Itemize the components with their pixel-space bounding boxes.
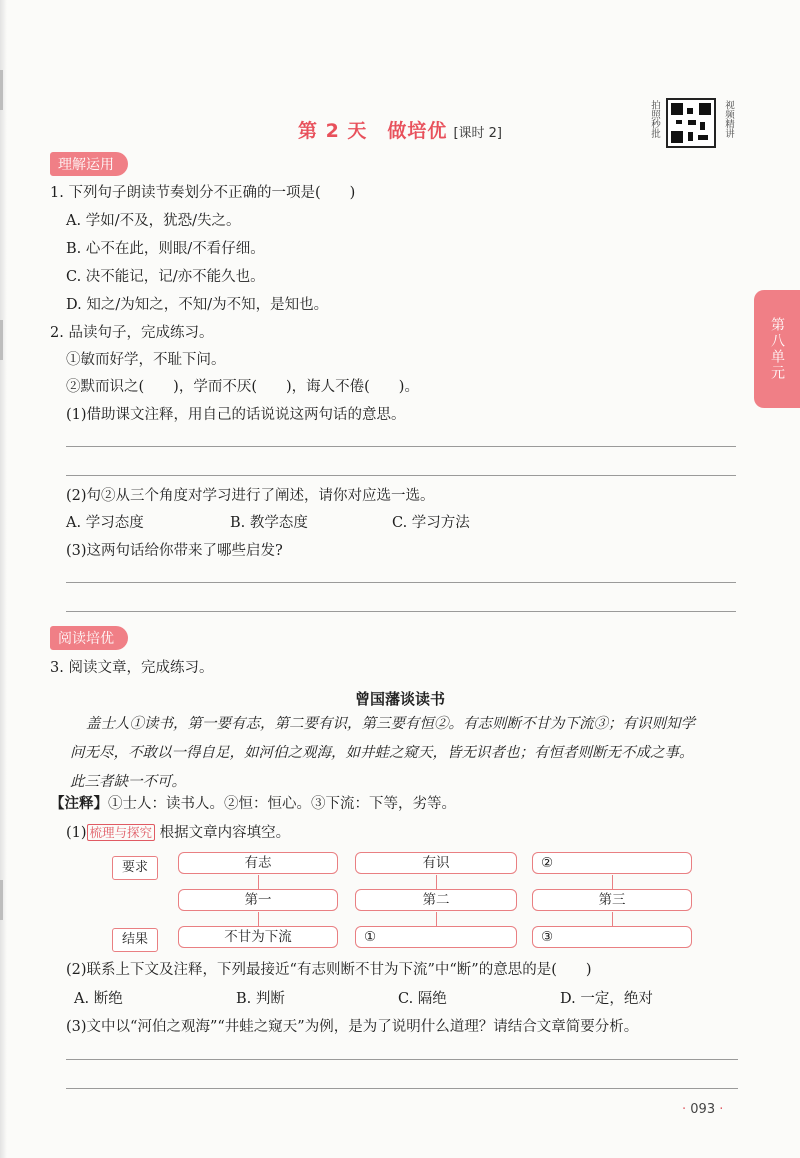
- q2-sub2-option-a[interactable]: A. 学习态度: [66, 515, 144, 531]
- diagram-label-result: 结果: [112, 928, 158, 952]
- diagram-connector: [436, 875, 437, 889]
- essay-line: 问无尽，不敢以一得自足，如河伯之观海，如井蛙之窥天，皆无识者也；有恒者则断无不成之事。: [70, 745, 694, 761]
- essay-title: 曾国藩谈读书: [354, 690, 445, 708]
- q1-option-b[interactable]: B. 心不在此，则眼/不看仔细。: [66, 241, 265, 257]
- page-number: · 093 ·: [682, 1102, 724, 1117]
- essay-line: 此三者缺一不可。: [70, 774, 186, 790]
- skill-tag: 梳理与探究: [87, 824, 156, 841]
- q2-sub2-option-c[interactable]: C. 学习方法: [392, 515, 470, 531]
- diagram-connector: [612, 912, 613, 926]
- q1-option-c[interactable]: C. 决不能记，记/亦不能久也。: [66, 269, 265, 285]
- section-label-reading: 阅读培优: [50, 626, 128, 650]
- diagram-connector: [612, 875, 613, 889]
- binding-mark: [0, 880, 3, 920]
- q1-option-a[interactable]: A. 学如/不及，犹恐/失之。: [66, 213, 241, 229]
- diagram-connector: [258, 912, 259, 926]
- q3-sub2-option-c[interactable]: C. 隔绝: [398, 991, 447, 1007]
- q3-sub2: (2)联系上下文及注释，下列最接近“有志则断不甘为下流”中“断”的意思的是( ): [66, 962, 592, 978]
- q2-sentence-2: ②默而识之( )，学而不厌( )，诲人不倦( )。: [66, 379, 419, 395]
- q3-sub2-option-b[interactable]: B. 判断: [236, 991, 285, 1007]
- note-text: ①士人：读书人。②恒：恒心。③下流：下等，劣等。: [108, 796, 456, 812]
- page-binding-edge: [0, 0, 7, 1158]
- note-label: 【注释】: [50, 795, 108, 812]
- q3-sub1-text: 根据文章内容填空。: [159, 825, 291, 841]
- q3-stem: 3. 阅读文章，完成练习。: [50, 660, 214, 676]
- diagram-bottom-cell: 不甘为下流: [178, 926, 338, 948]
- binding-mark: [0, 320, 3, 360]
- answer-line[interactable]: [66, 611, 736, 612]
- q2-sub2: (2)句②从三个角度对学习进行了阐述，请你对应选一选。: [66, 488, 435, 504]
- q2-sub3: (3)这两句话给你带来了哪些启发?: [66, 543, 283, 559]
- qr-right-label: 视频精讲: [723, 100, 734, 138]
- diagram-middle-cell: 第三: [532, 889, 692, 911]
- essay-line: 盖士人①读书，第一要有志，第二要有识，第三要有恒②。有志则断不甘为下流③；有识则知学: [86, 716, 695, 732]
- qr-left-label: 拍照秒批: [649, 100, 660, 138]
- diagram-answer-blank-1[interactable]: ①: [355, 926, 517, 948]
- diagram-connector: [258, 875, 259, 889]
- q3-sub3: (3)文中以“河伯之观海”“井蛙之窥天”为例，是为了说明什么道理？请结合文章简要分析。: [66, 1019, 639, 1035]
- q2-sub2-option-b[interactable]: B. 教学态度: [230, 515, 308, 531]
- diagram-answer-blank-2[interactable]: ②: [532, 852, 692, 874]
- q3-sub2-option-d[interactable]: D. 一定，绝对: [560, 991, 653, 1007]
- lesson-subtitle: [课时 2]: [453, 126, 502, 141]
- q2-stem: 2. 品读句子，完成练习。: [50, 325, 214, 341]
- diagram-top-cell: 有识: [355, 852, 517, 874]
- page-title: 第 2 天 做培优 [课时 2]: [297, 120, 502, 142]
- diagram-answer-blank-3[interactable]: ③: [532, 926, 692, 948]
- answer-line[interactable]: [66, 582, 736, 583]
- diagram-middle-cell: 第一: [178, 889, 338, 911]
- q1-stem: 1. 下列句子朗读节奏划分不正确的一项是( ): [50, 185, 356, 201]
- binding-mark: [0, 70, 3, 110]
- answer-line[interactable]: [66, 1059, 738, 1060]
- section-label-understanding: 理解运用: [50, 152, 128, 176]
- q3-sub2-option-a[interactable]: A. 断绝: [74, 991, 123, 1007]
- q2-sentence-1: ①敏而好学，不耻下问。: [66, 352, 226, 368]
- unit-side-tab[interactable]: 第八单元: [754, 290, 800, 408]
- q1-option-d[interactable]: D. 知之/为知之，不知/为不知，是知也。: [66, 297, 329, 313]
- diagram-label-requirement: 要求: [112, 856, 158, 880]
- q2-sub1: (1)借助课文注释，用自己的话说说这两句话的意思。: [66, 407, 406, 423]
- q3-sub1-number: (1): [66, 825, 87, 841]
- answer-line[interactable]: [66, 475, 736, 476]
- diagram-middle-cell: 第二: [355, 889, 517, 911]
- qr-code-icon[interactable]: [666, 98, 716, 148]
- answer-line[interactable]: [66, 1088, 738, 1089]
- answer-line[interactable]: [66, 446, 736, 447]
- diagram-connector: [436, 912, 437, 926]
- diagram-top-cell: 有志: [178, 852, 338, 874]
